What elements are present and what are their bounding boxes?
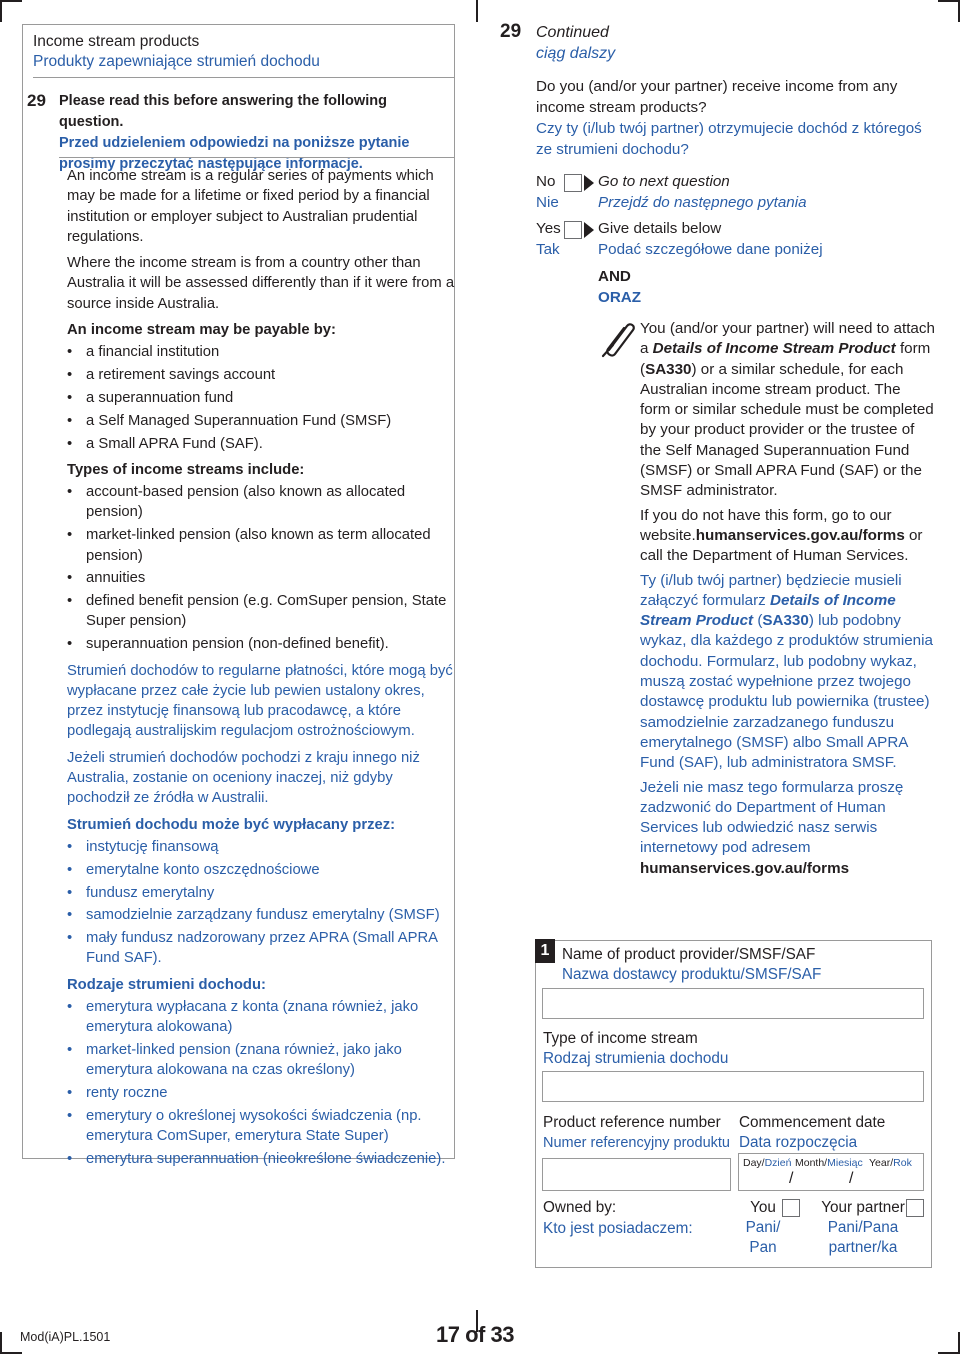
question-number: 29 [500,21,522,42]
option-no-label [536,171,559,213]
types-list-pl [67,997,455,1169]
form-item-number: 1 [535,939,555,963]
month-caption: Month/Miesiąc [795,1157,863,1169]
no-checkbox[interactable] [564,174,582,192]
date-separator: / [849,1170,854,1187]
definition-paragraph: An income stream is a regular series of payments which may be made for a lifetime or fixed period by a financial institution or employer subject to Australian prudential regulations. [67,168,434,245]
and-en: AND [598,268,631,285]
section-title-pl: Produkty zapewniające strumień dochodu [33,53,320,70]
list-item: • fundusz emerytalny [67,883,455,903]
provider-label-en: Name of product provider/SMSF/SAF [562,946,816,963]
form-code-pl: SA330 [762,612,809,630]
website-link-pl[interactable]: humanservices.gov.au/forms [640,859,850,877]
type-input[interactable] [542,1071,924,1102]
date-label-en: Commencement date [739,1114,886,1131]
date-label-pl: Data rozpoczęcia [739,1134,858,1151]
owner-partner-label [818,1198,908,1258]
yes-checkbox[interactable] [564,221,582,239]
form-code: SA330 [645,360,692,378]
question-en: Do you (and/or your partner) receive income from any income stream products? [536,78,898,116]
day-caption: Day/Dzień [743,1157,792,1169]
note-en: You (and/or your partner) will need to attach a Details of Income Stream Product form (SA330) or a similar schedule, for each Australian income stream product. The form or similar schedule must be completed by your product provider or the trustee of the Self Managed Superannuation Fund (SMSF) or Small APRA Fund (SAF) or the SMSF administrator. [640,320,935,500]
definition-paragraph-pl: Jeżeli strumień dochodów pochodzi z kraju innego niż Australia, zostanie on oceniony inaczej, niż gdyby pochodził ze źródła w Australii. [67,749,420,807]
crop-mark-top-left [0,0,22,2]
payable-list [67,342,455,453]
owner-partner-checkbox[interactable] [906,1199,924,1217]
no-action [598,171,807,213]
list-item: • account-based pension (also known as allocated pension) [67,482,455,523]
list-item: • market-linked pension (znana również, jako jako emerytura alokowana na czas określony) [67,1040,455,1081]
list-item: • defined benefit pension (e.g. ComSuper pension, State Super pension) [67,591,455,632]
ref-label-pl: Numer referencyjny produktu [543,1135,730,1151]
website-link[interactable]: humanservices.gov.au/forms [695,526,905,544]
owner-you-checkbox[interactable] [782,1199,800,1217]
year-caption: Year/Rok [869,1157,912,1169]
continued-label [536,22,615,64]
reference-number-input[interactable] [542,1158,731,1191]
continued-pl: ciąg dalszy [536,45,616,62]
and-label [598,266,641,308]
list-item: • a superannuation fund [67,388,455,408]
ref-label-en: Product reference number [543,1114,721,1131]
definition-paragraph: Where the income stream is from a country other than Australia it will be assessed differently than if it were from a source inside Australia. [67,255,455,312]
list-item: • instytucję finansową [67,837,455,857]
intro-en: Please read this before answering the following question. [59,93,387,130]
list-item: • superannuation pension (non-defined benefit). [67,634,455,654]
list-item: • emerytury o określonej wysokości świadczenia (np. emerytura ComSuper, emerytura State Super) [67,1106,455,1147]
note-pl-website: Jeżeli nie masz tego formularza proszę zadzwonić do Department of Human Services lub odwiedzić nasz serwis internetowy pod adresem humanservices.gov.au/forms [640,778,904,877]
date-label [739,1113,885,1153]
provider-label [562,945,821,985]
divider [59,157,454,158]
no-label-pl: Nie [536,194,559,211]
provider-label-pl: Nazwa dostawcy produktu/SMSF/SAF [562,966,822,983]
list-item: • emerytura wypłacana z konta (znana również, jako emerytura alokowana) [67,997,455,1038]
form-code-footer: Mod(iA)PL.1501 [20,1330,111,1344]
list-item: • emerytura superannuation (nieokreślone świadczenie). [67,1149,455,1169]
types-heading: Types of income streams include: [67,461,305,478]
crop-mark-top-right [938,0,960,2]
page-number: 17 of 33 [436,1322,514,1347]
intro-pl: Przed udzieleniem odpowiedzi na poniższe pytanie prosimy przeczytać następujące informacje. [59,135,410,172]
continued-en: Continued [536,24,609,41]
owned-label-en: Owned by: [543,1199,617,1216]
crop-mark-top-left [0,0,2,22]
yes-label-pl: Tak [536,241,560,258]
you-pl: Pani/ [745,1219,781,1236]
divider [33,77,454,78]
list-item: • renty roczne [67,1083,455,1103]
owned-label-pl: Kto jest posiadaczem: [543,1220,693,1237]
yes-action-en: Give details below [598,220,722,237]
provider-input[interactable] [542,988,924,1019]
list-item: • samodzielnie zarządzany fundusz emerytalny (SMSF) [67,905,455,925]
owned-label [543,1198,693,1239]
partner-en: Your partner [821,1199,905,1216]
commencement-date-input[interactable] [738,1153,924,1191]
no-action-en: Go to next question [598,173,730,190]
option-yes-label [536,218,561,260]
yes-action [598,218,823,260]
note-en-website: If you do not have this form, go to our website.humanservices.gov.au/forms or call the Department of Human Services. [640,506,923,565]
crop-mark-center-top [476,0,478,22]
and-pl: ORAZ [598,289,642,306]
list-item: • a Self Managed Superannuation Fund (SMSF) [67,411,455,431]
section-header [33,32,453,72]
no-action-pl: Przejdź do następnego pytania [598,194,807,211]
crop-mark-bottom-left [0,1332,2,1354]
partner-pl: partner/ka [828,1239,898,1256]
list-item: • mały fundusz nadzorowany przez APRA (Small APRA Fund SAF). [67,928,455,969]
arrow-right-icon [584,222,594,238]
type-label-en: Type of income stream [543,1030,698,1047]
list-item: • emerytalne konto oszczędnościowe [67,860,455,880]
list-item: • market-linked pension (also known as term allocated pension) [67,525,455,566]
type-label-pl: Rodzaj strumienia dochodu [543,1050,729,1067]
form-name-pl: Details of Income Stream Product [640,591,896,630]
paperclip-icon [600,320,638,358]
list-item: • a financial institution [67,342,455,362]
list-item: • a retirement savings account [67,365,455,385]
yes-label-en: Yes [536,220,561,237]
type-label [543,1029,728,1069]
partner-pl: Pani/Pana [827,1219,899,1236]
date-separator: / [789,1170,794,1187]
definition-paragraph-pl: Strumień dochodów to regularne płatności, które mogą być wypłacane przez całe życie lub pewien ustalony okres, przez instytucję finansową lub pracodawcę, a które podlegają australijskim regulacjom ostrożnościowym. [67,662,453,740]
you-en: You [750,1199,776,1216]
types-heading-pl: Rodzaje strumieni dochodu: [67,976,266,993]
section-title-en: Income stream products [33,33,200,50]
intro-text [59,91,449,175]
payable-list-pl [67,837,455,969]
list-item: • a Small APRA Fund (SAF). [67,434,455,454]
types-list [67,482,455,654]
question-number: 29 [27,91,46,110]
payable-heading-pl: Strumień dochodu może być wypłacany przez: [67,816,396,833]
ref-label [543,1113,730,1153]
note-pl: Ty (i/lub twój partner) będziecie musieli załączyć formularz Details of Income Stream Product (SA330) lub podobny wykaz, dla każdego z produktów strumienia dochodu. Formularz, lub podobny wykaz, muszą zostać wypełnione przez twojego dostawcę produktu lub powiernika (trustee) samodzielnie zarzadzanego funduszu emerytalnego (SMSF) albo Small APRA Fund (SAF), lub administratora SMSF. [640,571,933,772]
no-label-en: No [536,173,556,190]
yes-action-pl: Podać szczegółowe dane poniżej [598,241,823,258]
question-pl: Czy ty (i/lub twój partner) otrzymujecie dochód z któregoś ze strumieni dochodu? [536,120,922,158]
attachment-note [640,319,935,883]
definition-text [67,166,455,1175]
you-pl: Pan [749,1239,777,1256]
form-name: Details of Income Stream Product [652,340,896,358]
list-item: • annuities [67,568,455,588]
arrow-right-icon [584,175,594,191]
question-text [536,76,936,160]
payable-heading: An income stream may be payable by: [67,322,336,339]
info-panel [22,24,455,1168]
owner-you-label [739,1198,787,1258]
